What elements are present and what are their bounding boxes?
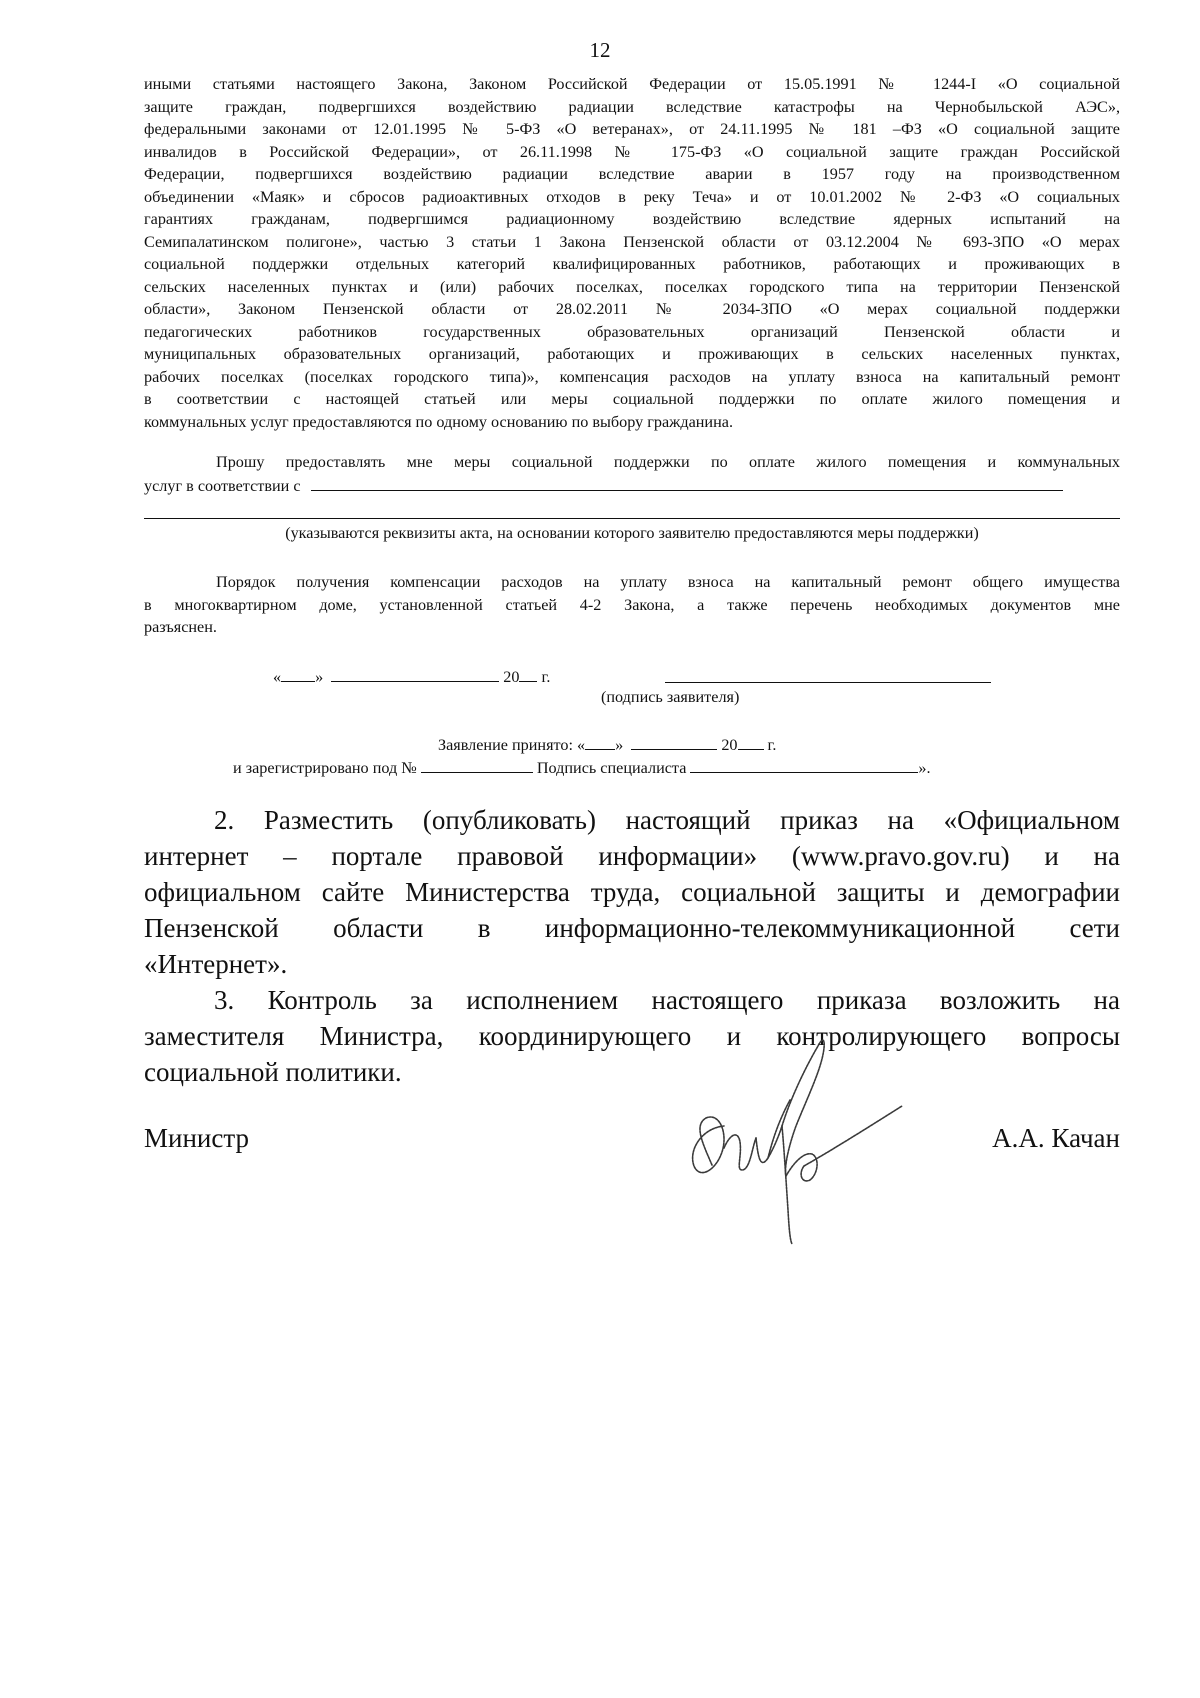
text-line: социальной политики. xyxy=(144,1057,402,1087)
applicant-signature-line[interactable] xyxy=(665,682,991,683)
handwritten-signature xyxy=(672,1030,912,1250)
text-line: в многоквартирном доме, установленной статьей 4-2 Закона, а также перечень необходимых документов мне xyxy=(144,595,1120,614)
specialist-signature-blank[interactable] xyxy=(690,756,918,773)
registration-field xyxy=(233,756,931,778)
order-item-2 xyxy=(144,802,1120,982)
text-line: Порядок получения компенсации расходов на уплату взноса на капитальный ремонт общего имущества xyxy=(216,573,1120,591)
text-line: услуг в соответствии с xyxy=(144,476,301,495)
text-line: иными статьями настоящего Закона, Законом Российской Федерации от 15.05.1991 № 1244-I «О социальной xyxy=(144,75,1120,93)
accepted-month-blank[interactable] xyxy=(631,733,717,750)
text-line: Федерации, подвергшихся воздействию радиации вследствие аварии в 1957 году на производственном xyxy=(144,165,1120,183)
signatory-name: А.А. Качан xyxy=(992,1123,1120,1153)
request-paragraph xyxy=(144,451,1120,496)
text-line: коммунальных услуг предоставляются по одному основанию по выбору гражданина. xyxy=(144,412,733,431)
text-line: официальном сайте Министерства труда, социальной защиты и демографии xyxy=(144,877,1120,907)
text-line: федеральными законами от 12.01.1995 № 5-ФЗ «О ветеранах», от 24.11.1995 № 181 –ФЗ «О социальной защите xyxy=(144,120,1120,138)
application-continuation xyxy=(144,73,1120,433)
month-blank[interactable] xyxy=(331,665,499,682)
year-blank[interactable] xyxy=(519,665,537,682)
close-quote: » xyxy=(315,668,324,686)
text-line: защите граждан, подвергшихся воздействию радиации вследствие катастрофы на Чернобыльской АЭС», xyxy=(144,97,1120,116)
accepted-field xyxy=(438,733,776,755)
closing-mark: ». xyxy=(918,759,931,777)
page-number: 12 xyxy=(589,38,611,62)
text-line: гарантиях гражданам, подвергшимся радиационному воздействию вследствие ядерных испытаний на xyxy=(144,210,1120,228)
text-line: педагогических работников государственных образовательных организаций Пензенской области и xyxy=(144,322,1120,341)
year-suffix: г. xyxy=(541,668,551,686)
text-line: «Интернет». xyxy=(144,949,288,979)
text-line: интернет – портале правовой информации» (www.pravo.gov.ru) и на xyxy=(144,841,1120,871)
text-line: разъяснен. xyxy=(144,618,217,636)
text-line: Семипалатинском полигоне», частью 3 статьи 1 Закона Пензенской области от 03.12.2004 № 693-ЗПО «О мерах xyxy=(144,232,1120,251)
order-item-3 xyxy=(144,982,1120,1090)
request-line-2 xyxy=(144,474,1120,497)
text-line: Прошу предоставлять мне меры социальной поддержки по оплате жилого помещения и коммунальных xyxy=(216,453,1120,471)
requisites-blank-line[interactable] xyxy=(144,518,1120,519)
open-quote: « xyxy=(273,668,282,686)
accepted-day-blank[interactable] xyxy=(585,733,615,750)
text-line: 3. Контроль за исполнением настоящего приказа возложить на xyxy=(214,985,1120,1015)
registration-number-blank[interactable] xyxy=(421,756,533,773)
text-line: муниципальных образовательных организаций, работающих и проживающих в сельских населенных пунктах, xyxy=(144,345,1120,363)
position-title: Министр xyxy=(144,1123,249,1153)
text-line: социальной поддержки отдельных категорий квалифицированных работников, работающих и проживающих в xyxy=(144,255,1120,273)
text-line: заместителя Министра, координирующего и контролирующего вопросы xyxy=(144,1021,1120,1051)
text-line: области», Законом Пензенской области от 28.02.2011 № 2034-ЗПО «О мерах социальной поддержки xyxy=(144,300,1120,318)
applicant-signature-label: (подпись заявителя) xyxy=(601,688,740,706)
accepted-label: Заявление принято: « xyxy=(438,736,586,754)
accepted-year-blank[interactable] xyxy=(738,733,764,750)
day-blank[interactable] xyxy=(281,665,315,682)
requisites-note: (указываются реквизиты акта, на основании которого заявителю предоставляются меры поддержки) xyxy=(285,524,979,542)
text-line: 2. Разместить (опубликовать) настоящий приказ на «Официальном xyxy=(214,805,1120,835)
accepted-year-suffix: г. xyxy=(767,736,777,754)
text-line: сельских населенных пунктах и (или) рабочих поселках, поселках городского типа на территории Пензенской xyxy=(144,277,1120,296)
text-line: рабочих поселках (поселках городского типа)», компенсация расходов на уплату взноса на капитальный ремонт xyxy=(144,367,1120,386)
procedure-paragraph xyxy=(144,571,1120,639)
text-line: объединении «Маяк» и сбросов радиоактивных отходов в реку Теча» и от 10.01.2002 № 2-ФЗ «О социальных xyxy=(144,187,1120,206)
text-line: инвалидов в Российской Федерации», от 26.11.1998 № 175-ФЗ «О социальной защите граждан Российской xyxy=(144,142,1120,161)
accepted-close-quote: » xyxy=(615,736,624,754)
year-prefix: 20 xyxy=(503,668,520,686)
accepted-year-prefix: 20 xyxy=(721,736,738,754)
text-line: в соответствии с настоящей статьей или меры социальной поддержки по оплате жилого помещения и xyxy=(144,390,1120,408)
specialist-signature-label: Подпись специалиста xyxy=(536,759,687,777)
date-field xyxy=(273,665,550,687)
registered-label: и зарегистрировано под № xyxy=(233,759,417,777)
text-line: Пензенской области в информационно-телекоммуникационной сети xyxy=(144,913,1120,943)
requisites-blank[interactable] xyxy=(311,474,1063,491)
